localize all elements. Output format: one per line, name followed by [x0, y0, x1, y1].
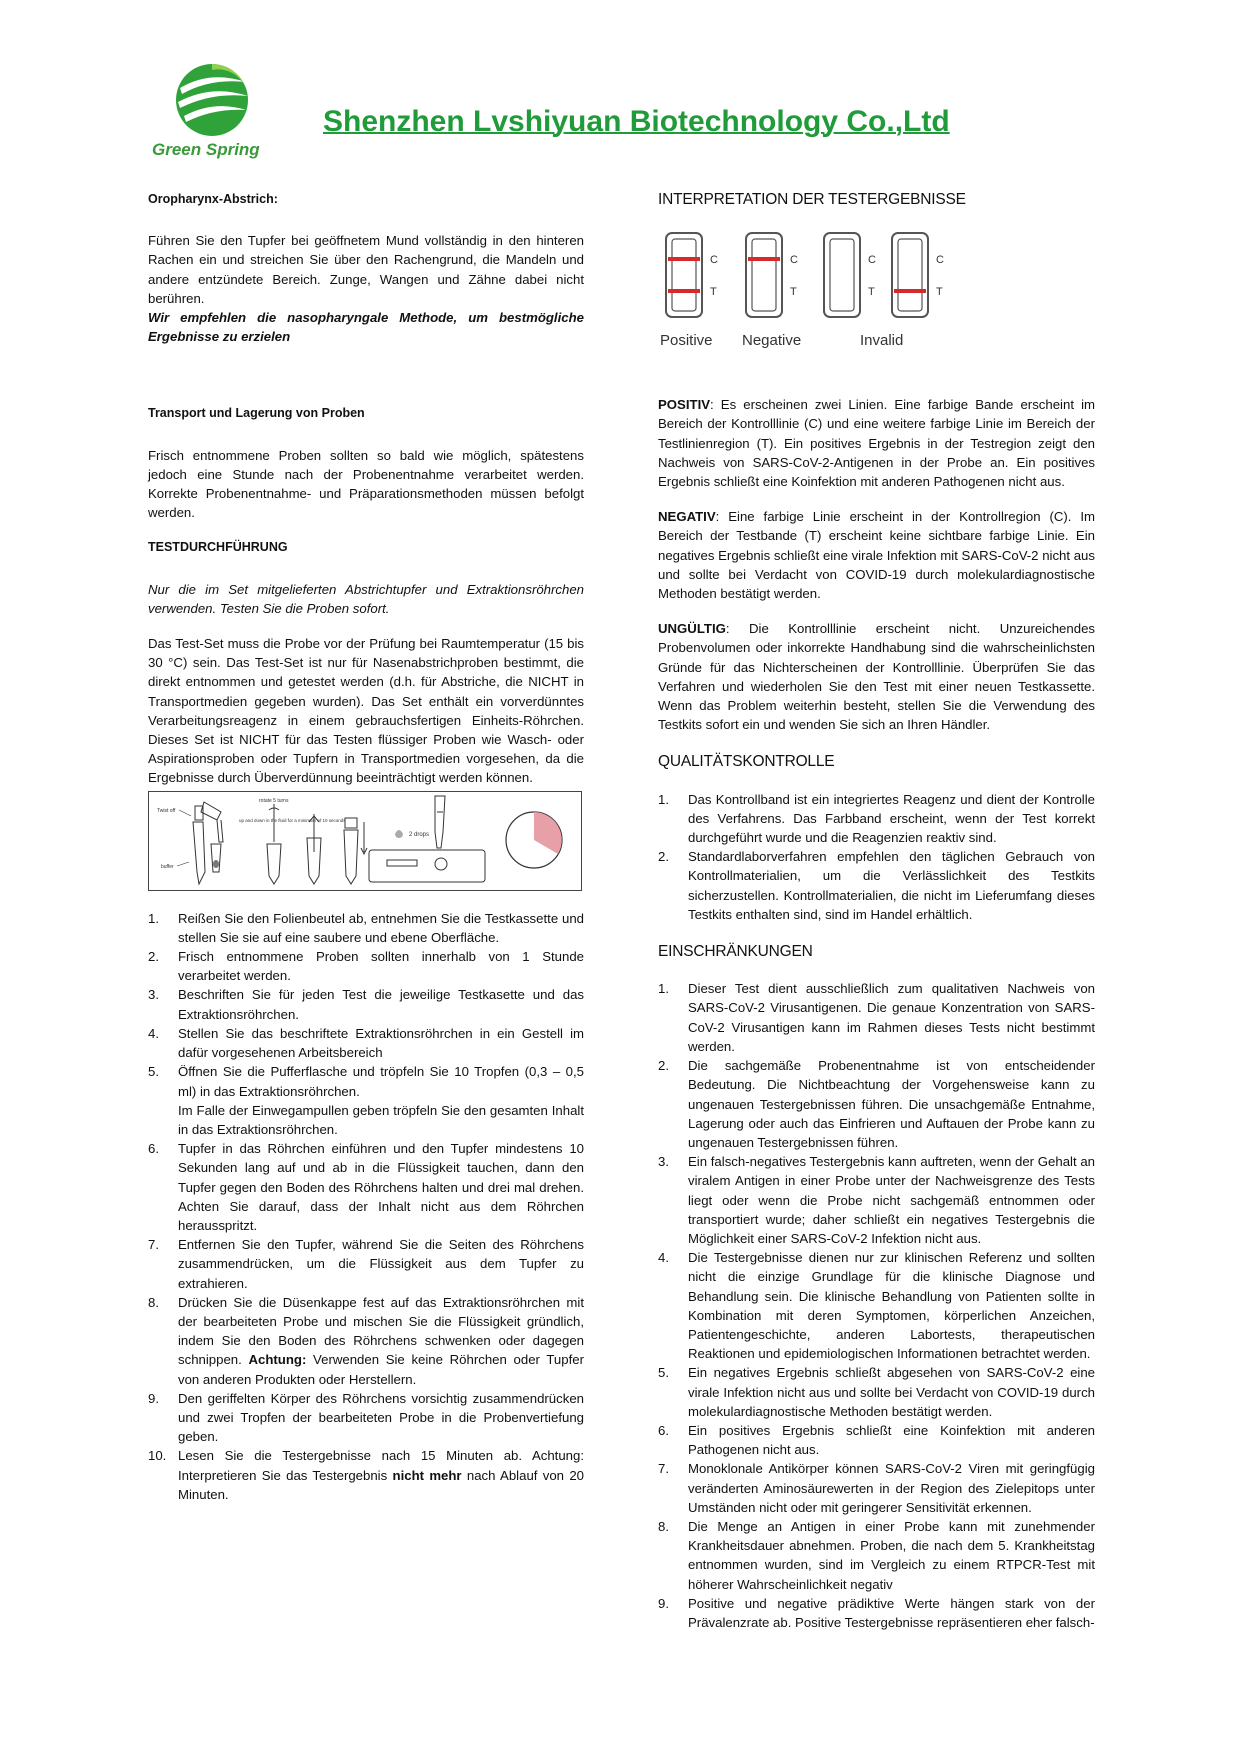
transport-title: Transport und Lagerung von Proben: [148, 406, 365, 421]
qk-title: QUALITÄTSKONTROLLE: [658, 753, 835, 771]
fig-rotate-label: rotate 5 turns: [259, 797, 289, 804]
oro-title: Oropharynx-Abstrich:: [148, 192, 278, 206]
label-positive: Positive: [660, 332, 713, 350]
limit-item: 2. Die sachgemäße Probenentnahme ist von entscheidender Bedeutung. Die Nichtbeachtung der Vorgehensweise kann zu ungenauen Testergebnissen führen. Die unsachgemäße Entnahme, Lagerung oder auch das Einfrieren und Auftauen der Probe kann zu ungenauen Testergebnissen führen.: [658, 1058, 1095, 1150]
qk-list: [658, 790, 1095, 924]
oro-text: Führen Sie den Tupfer bei geöffnetem Mund vollständig in den hinteren Rachen ein und streichen Sie über den Rachengrund, die Mandeln und andere entzündete Bereich. Zunge, Wangen und Zähne dabei nicht berühren.: [148, 233, 584, 306]
svg-text:T: T: [936, 286, 943, 299]
qk-item: 1. Das Kontrollband ist ein integriertes Reagenz und dient der Kontrolle des Verfahrens. Das Farbband erscheint, wenn der Test korrekt durchgeführt wurde und die Reagenzien reaktiv sind.: [658, 791, 1095, 846]
limit-item: 3. Ein falsch-negatives Testergebnis kann auftreten, wenn der Gehalt an viralem Antigen in einer Probe unter der Nachweisgrenze des Tests liegt oder wenn die Probe nicht sachgemäß entnommen oder transportiert wurde; daher schließt ein negatives Testergebnis die Möglichkeit einer SARS-CoV-2 Infektion nicht aus.: [658, 1154, 1095, 1246]
test-title: TESTDURCHFÜHRUNG: [148, 540, 288, 555]
ungueltig-paragraph: UNGÜLTIG: Die Kontrolllinie erscheint nicht. Unzureichendes Probenvolumen oder inkorrekte Handhabung sind die wahrscheinlichsten Gründe für das Nichterscheinen der Kontrolllinie. Überprüfen Sie das Verfahren und wiederholen Sie den Test mit einer neuen Testkassette. Wenn das Problem weiterhin besteht, stellen Sie die Verwendung des Testkits sofort ein und wenden Sie sich an Ihren Händler.: [658, 621, 1095, 733]
negativ-paragraph: NEGATIV: Eine farbige Linie erscheint in der Kontrollregion (C). Im Bereich der Testbande (T) erscheint keine sichtbare farbige Linie. Ein negatives Ergebnis schließt eine virale Infektion mit SARS-CoV-2 nicht aus und sollte bei Verdacht von COVID-19 durch molekulardiagnostische Methoden bestätigt werden.: [658, 509, 1095, 602]
step-item: 3. Beschriften Sie für jeden Test die jeweilige Testkasette und das Extraktionsröhrchen.: [148, 987, 584, 1022]
step-item: 7. Entfernen Sie den Tupfer, während Sie die Seiten des Röhrchens zusammendrücken, um die Flüssigkeit aus dem Tupfer zu extrahieren.: [148, 1237, 584, 1291]
svg-text:C: C: [936, 254, 944, 267]
positiv-paragraph: POSITIV: Es erscheinen zwei Linien. Eine farbige Bande erscheint im Bereich der Kontrolllinie (C) und eine weitere farbige Linie im Bereich der Testlinienregion (T). Ein positives Ergebnis in der Testregion zeigt den Nachweis von SARS-CoV-2-Antigenen in der Probe an. Ein positives Ergebnis schließt eine Koinfektion mit anderen Pathogenen nicht aus.: [658, 397, 1095, 490]
oro-recommendation: Wir empfehlen die nasopharyngale Methode, um bestmögliche Ergebnisse zu erzielen: [148, 310, 584, 345]
step-item: 9. Den geriffelten Körper des Röhrchens vorsichtig zusammendrücken und zwei Tropfen der bearbeiteten Probe in die Probenvertiefung geben.: [148, 1390, 584, 1445]
limit-item: 9. Positive und negative prädiktive Werte hängen stark von der Prävalenzrate ab. Positive Testergebnisse repräsentieren eher falsch-: [658, 1595, 1095, 1630]
limit-item: 6. Ein positives Ergebnis schließt eine Koinfektion mit anderen Pathogenen nicht aus.: [658, 1422, 1095, 1458]
limit-item: 4. Die Testergebnisse dienen nur zur klinischen Referenz und sollten nicht die einzige Grundlage für die klinische Diagnose und Behandlung sein. Die klinische Behandlung von Patienten sollte in Kombination mit deren Symptomen, körperlichen Anzeichen, Patientengeschichte, anderen Labortests, therapeutischen Reaktionen und epidemiologischen Informationen betrachtet werden.: [658, 1250, 1095, 1362]
svg-text:C: C: [710, 254, 718, 267]
label-negative: Negative: [742, 332, 802, 350]
company-name: Shenzhen Lvshiyuan Biotechnology Co.,Ltd: [323, 105, 950, 138]
step-item: 4. Stellen Sie das beschriftete Extraktionsröhrchen in ein Gestell im dafür vorgesehenen Arbeitsbereich: [148, 1025, 584, 1061]
step-item: 8. Drücken Sie die Düsenkappe fest auf das Extraktionsröhrchen mit der bearbeiteten Probe und mischen Sie die Flüssigkeit gründlich, indem Sie den Boden des Röhrchens schwenken oder dagegen schnippen. Achtung: Verwenden Sie keine Röhrchen oder Tupfer von anderen Produkten oder Herstellern.: [148, 1294, 584, 1387]
limit-title: EINSCHRÄNKUNGEN: [658, 943, 813, 961]
results-figure: [658, 227, 958, 355]
step-item: 2. Frisch entnommene Proben sollten innerhalb von 1 Stunde verarbeitet werden.: [148, 949, 584, 984]
test-intro: Nur die im Set mitgelieferten Abstrichtupfer und Extraktionsröhrchen verwenden. Testen Sie die Proben sofort.: [148, 581, 584, 616]
step-item: 1. Reißen Sie den Folienbeutel ab, entnehmen Sie die Testkassette und stellen Sie sie auf eine saubere und ebene Oberfläche.: [148, 910, 584, 945]
interpretation-title: INTERPRETATION DER TESTERGEBNISSE: [658, 191, 966, 208]
step-item: 10. Lesen Sie die Testergebnisse nach 15 Minuten ab. Achtung: Interpretieren Sie das Testergebnis nicht mehr nach Ablauf von 20 Minuten.: [148, 1448, 584, 1502]
transport-text: Frisch entnommene Proben sollten so bald wie möglich, spätestens jedoch eine Stunde nach der Probenentnahme verarbeitet werden. Korrekte Probenentnahme- und Präparationsmethoden müssen befolgt werden.: [148, 447, 584, 521]
limit-item: 7. Monoklonale Antikörper können SARS-CoV-2 Viren mit geringfügig veränderten Aminosäurewerten in der Region des Zielepitops unter Umständen nicht oder mit geringerer Sensitivität erkennen.: [658, 1461, 1095, 1515]
fig-buffer-label: buffer: [161, 863, 174, 870]
right-column: [658, 190, 1095, 1632]
svg-text:C: C: [868, 254, 876, 267]
step-item: 5. Öffnen Sie die Pufferflasche und tröpfeln Sie 10 Tropfen (0,3 – 0,5 ml) in das Extraktionsröhrchen. Im Falle der Einwegampullen geben tröpfeln Sie den gesamten Inhalt in das Extraktionsröhrchen.: [148, 1064, 584, 1137]
svg-text:T: T: [868, 286, 875, 299]
limit-item: 8. Die Menge an Antigen in einer Probe kann mit zunehmender Krankheitsdauer abnehmen. Proben, die nach dem 5. Krankheitstag entnommen wurden, sind im Vergleich zu einem RTPCR-Test mit höherer Wahrscheinlichkeit negativ: [658, 1518, 1095, 1592]
procedure-figure: [148, 791, 582, 891]
qk-item: 2. Standardlaborverfahren empfehlen den täglichen Gebrauch von Kontrollmaterialien, um die Verlässlichkeit des Testkits sicherzustellen. Kontrollmaterialien, die nicht im Lieferumfang dieses Testkits enthalten sind, sind im Handel erhältlich.: [658, 849, 1095, 922]
fig-twist-off-label: Twist off: [157, 807, 176, 814]
label-invalid: Invalid: [860, 332, 904, 350]
left-column: [148, 190, 584, 1504]
limit-item: 1. Dieser Test dient ausschließlich zum qualitativen Nachweis von SARS-CoV-2 Virusantigenen. Die genaue Konzentration von SARS-CoV-2 Virusantigen kann im Rahmen dieses Tests nicht bestimmt werden.: [658, 981, 1095, 1054]
svg-text:T: T: [790, 286, 797, 299]
limit-item: 5. Ein negatives Ergebnis schließt abgesehen von SARS-CoV-2 eine virale Infektion nicht aus und sollte bei Verdacht von COVID-19 durch molekulardiagnostische Methoden bestätigt werden.: [658, 1365, 1095, 1419]
limit-list: [658, 979, 1095, 1632]
fig-drops-label: 2 drops: [409, 831, 430, 838]
fig-updown-label: up and down in the fluid for a minimum of 10 seconds: [239, 817, 346, 823]
svg-text:C: C: [790, 254, 798, 267]
svg-text:T: T: [710, 286, 717, 299]
test-text: Das Test-Set muss die Probe vor der Prüfung bei Raumtemperatur (15 bis 30 °C) sein. Das Test-Set ist nur für Nasenabstrichproben bestimmt, die direkt entnommen und getestet werden (d.h. für Abstriche, die NICHT in Transportmedien gegeben wurden). Das Set enthält ein vorverdünntes Verarbeitungsreagenz in einem gebrauchsfertigen Einheits-Röhrchen. Dieses Set ist NICHT für das Testen flüssiger Proben wie Wasch- oder Aspirationsproben oder Tupfern in Transportmedien vorgesehen, da die Ergebnisse durch Überverdünnung beeinträchtigt werden können.: [148, 636, 584, 786]
step-item: 6. Tupfer in das Röhrchen einführen und den Tupfer mindestens 10 Sekunden lang auf und ab in die Flüssigkeit tauchen, dann den Tupfer gegen den Boden des Röhrchens halten und drei mal drehen. Achten Sie darauf, dass der Inhalt nicht aus dem Röhrchen herausspritzt.: [148, 1141, 584, 1233]
logo-text: Green Spring: [152, 140, 260, 159]
procedure-steps: [148, 909, 584, 1504]
